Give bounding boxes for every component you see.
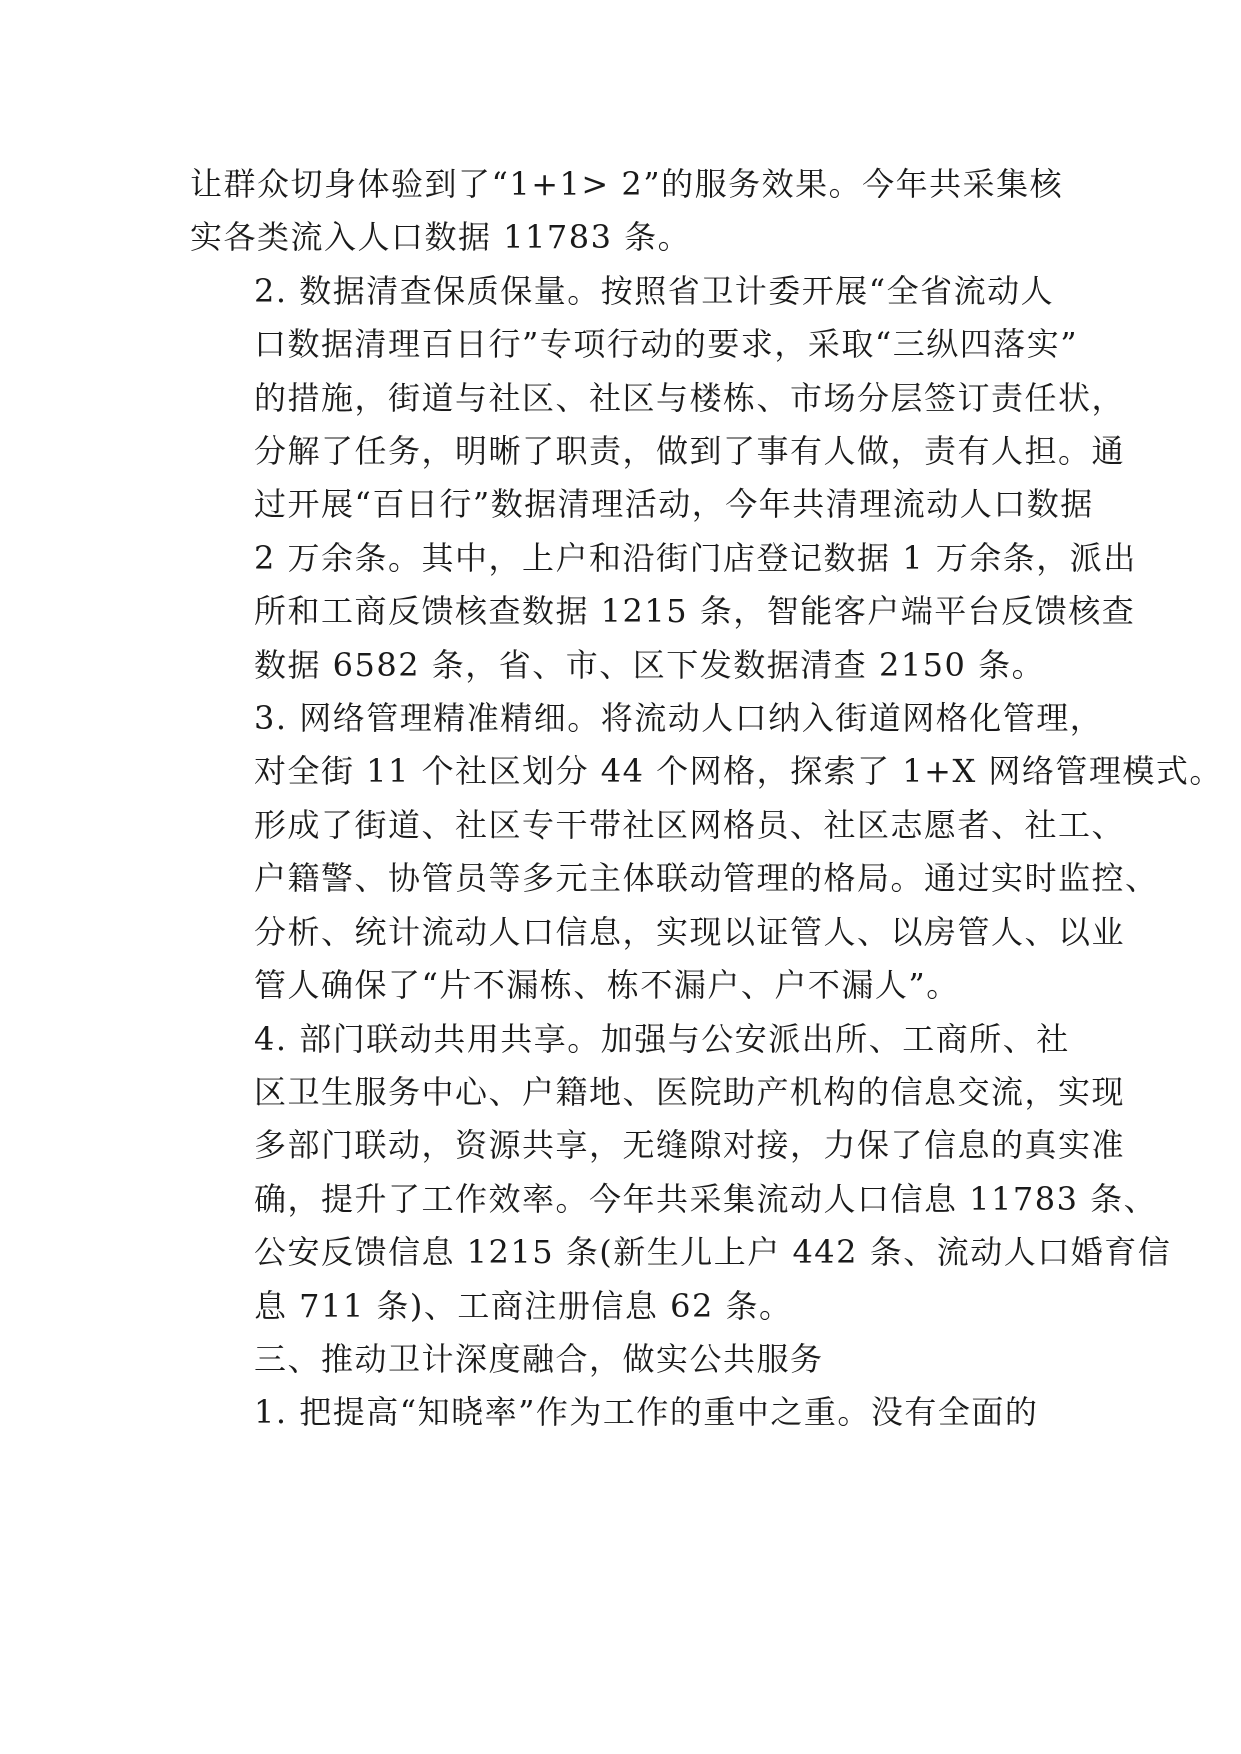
text-line: 管人确保了“片不漏栋、栋不漏户、户不漏人”。 <box>254 966 960 1005</box>
text-line: 多部门联动，资源共享，无缝隙对接，力保了信息的真实准 <box>254 1126 1126 1165</box>
text-line: 户籍警、协管员等多元主体联动管理的格局。通过实时监控、 <box>254 859 1159 898</box>
paragraph-2 <box>190 265 1137 692</box>
text-line: 1. 把提高“知晓率”作为工作的重中之重。没有全面的 <box>254 1393 1039 1432</box>
document-body <box>190 158 1223 1440</box>
paragraph-4 <box>190 1013 1172 1333</box>
paragraph-3 <box>190 692 1223 1012</box>
text-line: 2. 数据清查保质保量。按照省卫计委开展“全省流动人 <box>254 271 1055 310</box>
text-line: 2 万余条。其中，上户和沿街门店登记数据 1 万余条，派出 <box>254 538 1137 577</box>
text-line: 4. 部门联动共用共享。加强与公安派出所、工商所、社 <box>254 1019 1070 1058</box>
text-line: 让群众切身体验到了“1+1> 2”的服务效果。今年共采集核 <box>190 165 1064 203</box>
text-line: 息 711 条)、工商注册信息 62 条。 <box>254 1286 793 1325</box>
text-line: 口数据清理百日行”专项行动的要求，采取“三纵四落实” <box>254 325 1079 364</box>
text-line: 3. 网络管理精准精细。将流动人口纳入街道网格化管理， <box>254 699 1104 738</box>
paragraph-5 <box>190 1386 1050 1439</box>
text-line: 实各类流入人口数据 11783 条。 <box>190 218 692 257</box>
section-heading <box>190 1333 1050 1386</box>
text-line: 分析、统计流动人口信息，实现以证管人、以房管人、以业 <box>254 912 1126 951</box>
text-line: 确，提升了工作效率。今年共采集流动人口信息 11783 条、 <box>254 1179 1158 1218</box>
text-line: 数据 6582 条，省、市、区下发数据清查 2150 条。 <box>254 645 1046 684</box>
text-line: 对全街 11 个社区划分 44 个网格，探索了 1+X 网络管理模式。 <box>254 752 1223 791</box>
text-line: 所和工商反馈核查数据 1215 条，智能客户端平台反馈核查 <box>254 592 1136 631</box>
text-line: 区卫生服务中心、户籍地、医院助产机构的信息交流，实现 <box>254 1072 1126 1111</box>
text-line: 三、推动卫计深度融合，做实公共服务 <box>254 1339 824 1378</box>
text-line: 过开展“百日行”数据清理活动，今年共清理流动人口数据 <box>254 485 1094 524</box>
paragraph-1 <box>190 158 1064 265</box>
text-line: 形成了街道、社区专干带社区网格员、社区志愿者、社工、 <box>254 805 1126 844</box>
text-line: 分解了任务，明晰了职责，做到了事有人做，责有人担。通 <box>254 432 1126 471</box>
text-line: 公安反馈信息 1215 条(新生儿上户 442 条、流动人口婚育信 <box>254 1233 1172 1272</box>
text-line: 的措施，街道与社区、社区与楼栋、市场分层签订责任状， <box>254 378 1126 417</box>
